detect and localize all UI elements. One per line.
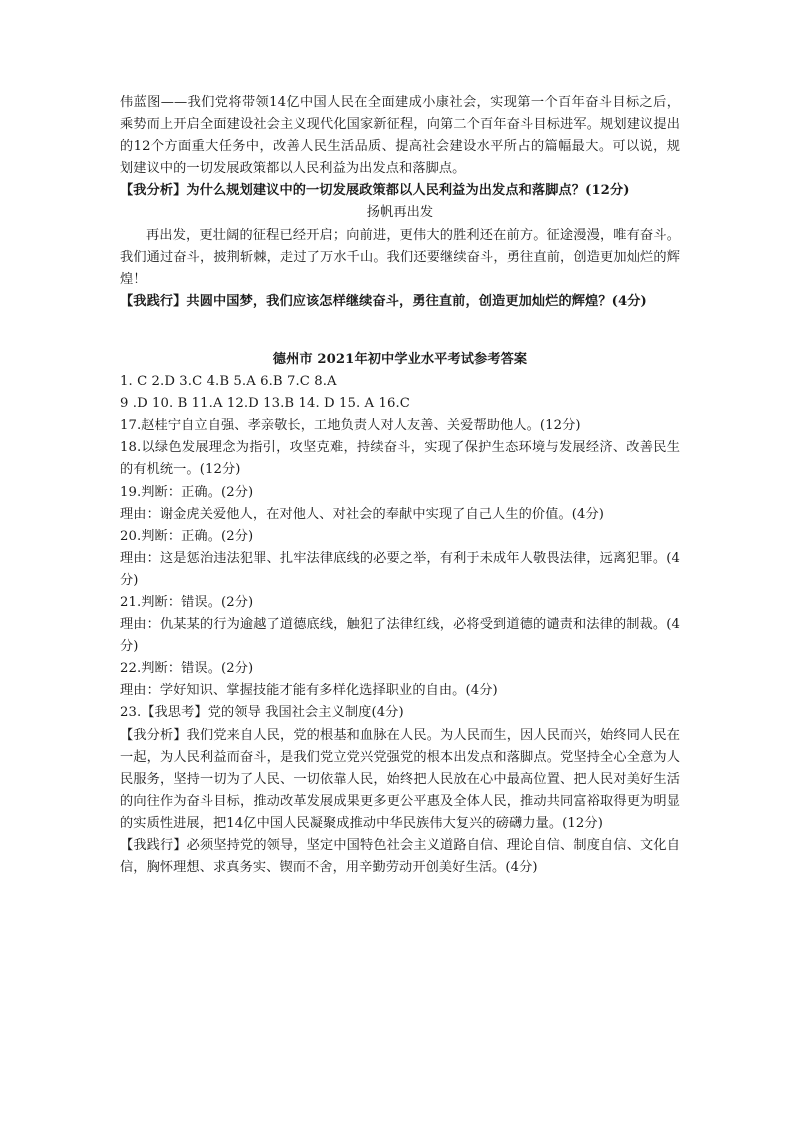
mc-answers-line-2: 9 .D 10. B 11.A 12.D 13.B 14. D 15. A 16.C — [120, 396, 410, 412]
answer-20-judgement: 20.判断：正确。(2分) — [120, 528, 254, 544]
question-practice-prompt: 【我践行】共圆中国梦，我们应该怎样继续奋斗，勇往直前，创造更加灿烂的辉煌？(4分) — [120, 293, 647, 309]
answer-17: 17.赵桂宁自立自强、孝亲敬长，工地负责人对人友善、关爱帮助他人。(12分) — [120, 418, 581, 434]
question-analysis-prompt: 【我分析】为什么规划建议中的一切发展政策都以人民利益为出发点和落脚点？(12分) — [120, 183, 630, 199]
answer-22-reason: 理由：学好知识、掌握技能才能有多样化选择职业的自由。(4分) — [120, 683, 498, 699]
answer-20-reason: 理由：这是惩治违法犯罪、扎牢法律底线的必要之举，有利于未成年人敬畏法律，远离犯罪。(4分) — [120, 550, 680, 588]
answer-22-judgement: 22.判断：错误。(2分) — [120, 661, 254, 677]
answer-21-reason: 理由：仇某某的行为逾越了道德底线，触犯了法律红线，必将受到道德的谴责和法律的制裁。(4分) — [120, 617, 680, 655]
passage-subtitle: 扬帆再出发 — [366, 205, 434, 221]
answer-21-judgement: 21.判断：错误。(2分) — [120, 594, 254, 610]
answer-18: 18.以绿色发展理念为指引，攻坚克难，持续奋斗，实现了保护生态环境与发展经济、改善民生的有机统一。(12分) — [120, 440, 680, 478]
question-passage-continuation: 伟蓝图——我们党将带领14亿中国人民在全面建成小康社会，实现第一个百年奋斗目标之后，乘势而上开启全面建设社会主义现代化国家新征程，向第二个百年奋斗目标进军。规划建议提出的12个方面重大任务中，改善人民生活品质、提高社会建设水平所占的篇幅最大。可以说，规划建议中的一切发展政策都以人民利益为出发点和落脚点。 — [120, 95, 680, 177]
answer-19-reason: 理由：谢金虎关爱他人，在对他人、对社会的奉献中实现了自己人生的价值。(4分) — [120, 506, 605, 522]
answer-23-analysis: 【我分析】我们党来自人民，党的根基和血脉在人民。为人民而生，因人民而兴，始终同人民在一起，为人民利益而奋斗，是我们党立党兴党强党的根本出发点和落脚点。党坚持全心全意为人民服务，坚持一切为了人民、一切依靠人民，始终把人民放在心中最高位置、把人民对美好生活的向往作为奋斗目标，推动改革发展成果更多更公平惠及全体人民，推动共同富裕取得更为明显的实质性进展，把14亿中国人民凝聚成推动中华民族伟大复兴的磅礴力量。(12分) — [120, 727, 680, 831]
answer-19-judgement: 19.判断：正确。(2分) — [120, 484, 254, 500]
mc-answers-line-1: 1. C 2.D 3.C 4.B 5.A 6.B 7.C 8.A — [120, 374, 337, 390]
passage-paragraph: 再出发，更壮阔的征程已经开启；向前进，更伟大的胜利还在前方。征途漫漫，唯有奋斗。我们通过奋斗，披荆斩棘，走过了万水千山。我们还要继续奋斗，勇往直前，创造更加灿烂的辉煌！ — [120, 227, 680, 287]
section-gap — [120, 313, 680, 349]
answer-key-title: 德州市 2021年初中学业水平考试参考答案 — [272, 351, 528, 367]
answer-23-think: 23.【我思考】党的领导 我国社会主义制度(4分) — [120, 705, 404, 721]
document-page — [120, 92, 680, 879]
answer-23-practice: 【我践行】必须坚持党的领导，坚定中国特色社会主义道路自信、理论自信、制度自信、文化自信，胸怀理想、求真务实、锲而不舍，用辛勤劳动开创美好生活。(4分) — [120, 838, 680, 876]
